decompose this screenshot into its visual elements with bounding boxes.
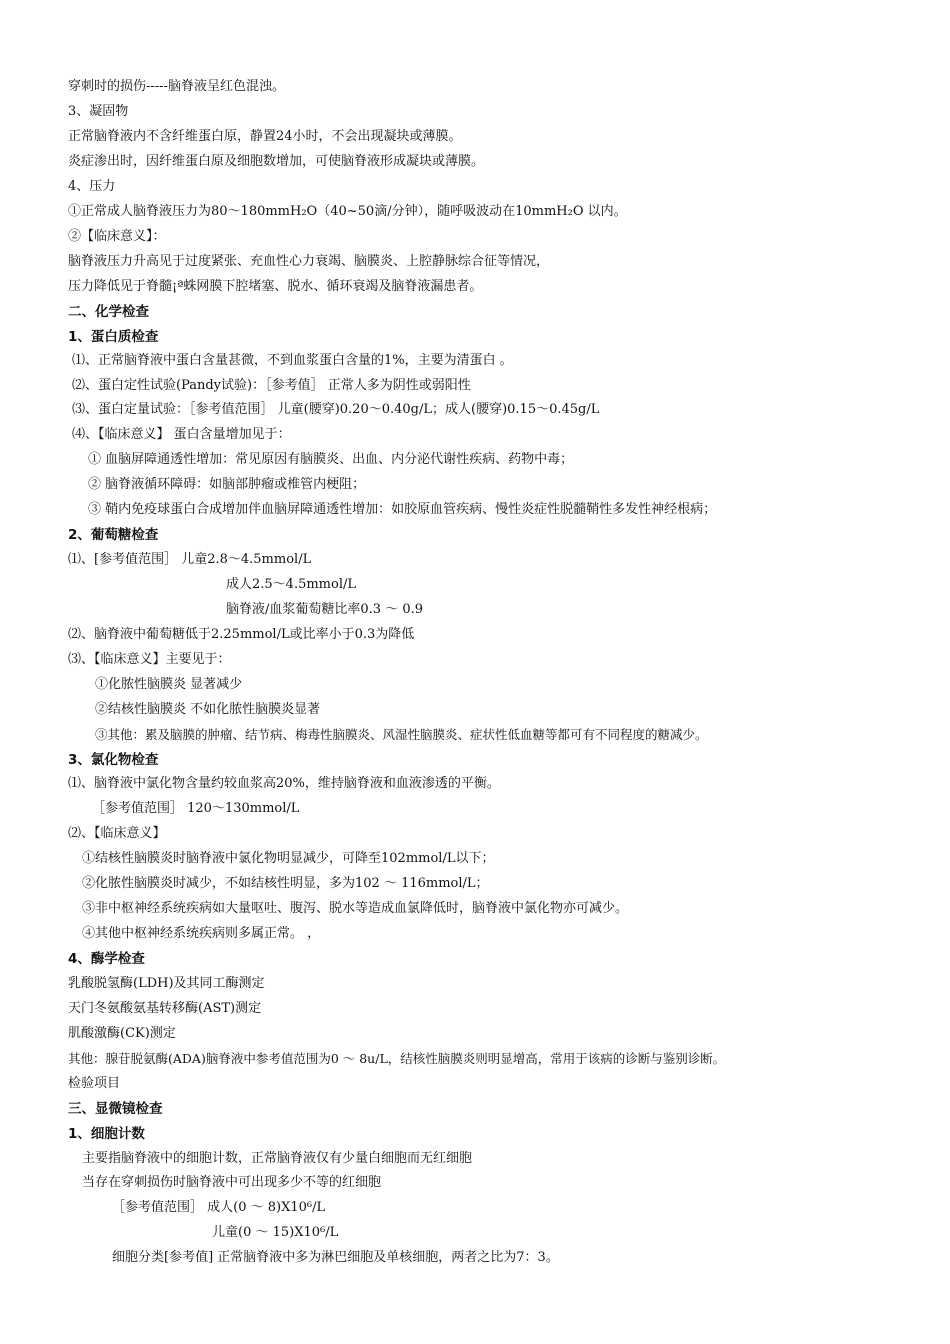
text-line: 细胞分类[参考值] 正常脑脊液中多为淋巴细胞及单核细胞，两者之比为7：3。 (112, 1250, 559, 1265)
text-line: 主要指脑脊液中的细胞计数，正常脑脊液仅有少量白细胞而无红细胞 (82, 1151, 473, 1166)
section-heading: 1、蛋白质检查 (68, 329, 159, 345)
section-heading: 4、酶学检查 (68, 951, 145, 967)
text-line: 炎症渗出时，因纤维蛋白原及细胞数增加，可使脑脊液形成凝块或薄膜。 (68, 154, 485, 169)
text-line: ② 脑脊液循环障碍：如脑部肿瘤或椎管内梗阻； (88, 477, 366, 492)
text-line: 乳酸脱氢酶(LDH)及其同工酶测定 (68, 976, 265, 991)
text-line: ① 血脑屏障通透性增加：常见原因有脑膜炎、出血、内分泌代谢性疾病、药物中毒； (88, 452, 574, 467)
text-line: ［参考值范围］ 成人(0 ～ 8)X10⁶/L (112, 1200, 326, 1215)
text-line: ③ 鞘内免疫球蛋白合成增加伴血脑屏障通透性增加：如胶原血管疾病、慢性炎症性脱髓鞘性多发性神经根病； (88, 502, 717, 517)
text-line: ①结核性脑膜炎时脑脊液中氯化物明显减少，可降至102mmol/L以下； (82, 851, 495, 866)
text-line: 当存在穿刺损伤时脑脊液中可出现多少不等的红细胞 (82, 1175, 382, 1190)
text-line: ⑴、正常脑脊液中蛋白含量甚微，不到血浆蛋白含量的1%，主要为清蛋白 。 (72, 353, 513, 368)
text-line: 正常脑脊液内不含纤维蛋白原，静置24小时，不会出现凝块或薄膜。 (68, 129, 462, 144)
text-line: ⑵、脑脊液中葡萄糖低于2.25mmol/L或比率小于0.3为降低 (68, 627, 415, 642)
text-line: ⑴、[参考值范围］ 儿童2.8～4.5mmol/L (68, 552, 312, 567)
text-line: ⑷、【临床意义】 蛋白含量增加见于： (72, 427, 291, 442)
section-heading: 二、化学检查 (68, 304, 149, 320)
text-line: 儿童(0 ～ 15)X10⁶/L (212, 1225, 339, 1240)
section-heading: 2、葡萄糖检查 (68, 527, 159, 543)
text-line: ④其他中枢神经系统疾病则多属正常。 ， (82, 926, 321, 941)
section-subheading: 4、压力 (68, 179, 116, 194)
text-line: ①化脓性脑膜炎 显著减少 (95, 677, 243, 692)
text-line: ⑶、蛋白定量试验：［参考值范围］ 儿童(腰穿)0.20～0.40g/L；成人(腰穿)0.15～0.45g/L (72, 402, 600, 417)
text-line: ⑴、脑脊液中氯化物含量约较血浆高20%，维持脑脊液和血液渗透的平衡。 (68, 776, 500, 791)
text-line: ①正常成人脑脊液压力为80～180mmH₂O（40~50滴/分钟），随呼吸波动在10mmH₂O 以内。 (68, 204, 627, 219)
text-line: 穿刺时的损伤-----脑脊液呈红色混浊。 (68, 79, 285, 94)
text-line: 脑脊液/血浆葡萄糖比率0.3 ～ 0.9 (226, 602, 423, 617)
text-line: ⑶、【临床意义】主要见于： (68, 652, 231, 667)
section-subheading: 3、凝固物 (68, 104, 129, 119)
text-line: ②化脓性脑膜炎时减少，不如结核性明显，多为102 ～ 116mmol/L； (82, 876, 489, 891)
text-line: ［参考值范围］ 120～130mmol/L (92, 801, 300, 816)
text-line: 肌酸激酶(CK)测定 (68, 1026, 176, 1041)
section-heading: 三、显微镜检查 (68, 1101, 163, 1117)
text-line: 天门冬氨酸氨基转移酶(AST)测定 (68, 1001, 262, 1016)
text-line: 成人2.5～4.5mmol/L (226, 577, 357, 592)
section-heading: 3、氯化物检查 (68, 752, 159, 768)
text-line: 脑脊液压力升高见于过度紧张、充血性心力衰竭、脑膜炎、上腔静脉综合征等情况， (68, 254, 550, 269)
text-line: ②结核性脑膜炎 不如化脓性脑膜炎显著 (95, 702, 321, 717)
text-line: ⑵、【临床意义】 (68, 826, 166, 841)
text-line: ③其他：累及脑膜的肿瘤、结节病、梅毒性脑膜炎、风湿性脑膜炎、症状性低血糖等都可有不同程度的糖减少。 (95, 727, 708, 742)
text-line: ③非中枢神经系统疾病如大量呕吐、腹泻、脱水等造成血氯降低时，脑脊液中氯化物亦可减少。 (82, 901, 629, 916)
text-line: ⑵、蛋白定性试验(Pandy试验)：［参考值］ 正常人多为阴性或弱阳性 (72, 378, 471, 393)
text-line: 其他：腺苷脱氨酶(ADA)脑脊液中参考值范围为0 ～ 8u/L，结核性脑膜炎则明显增高，常用于该病的诊断与鉴别诊断。 (68, 1051, 726, 1066)
text-line: 压力降低见于脊髓¡ª蛛网膜下腔堵塞、脱水、循环衰竭及脑脊液漏患者。 (68, 279, 483, 294)
text-line: 检验项目 (68, 1076, 121, 1091)
text-line: ②【临床意义】： (68, 229, 166, 244)
section-heading: 1、细胞计数 (68, 1126, 145, 1142)
